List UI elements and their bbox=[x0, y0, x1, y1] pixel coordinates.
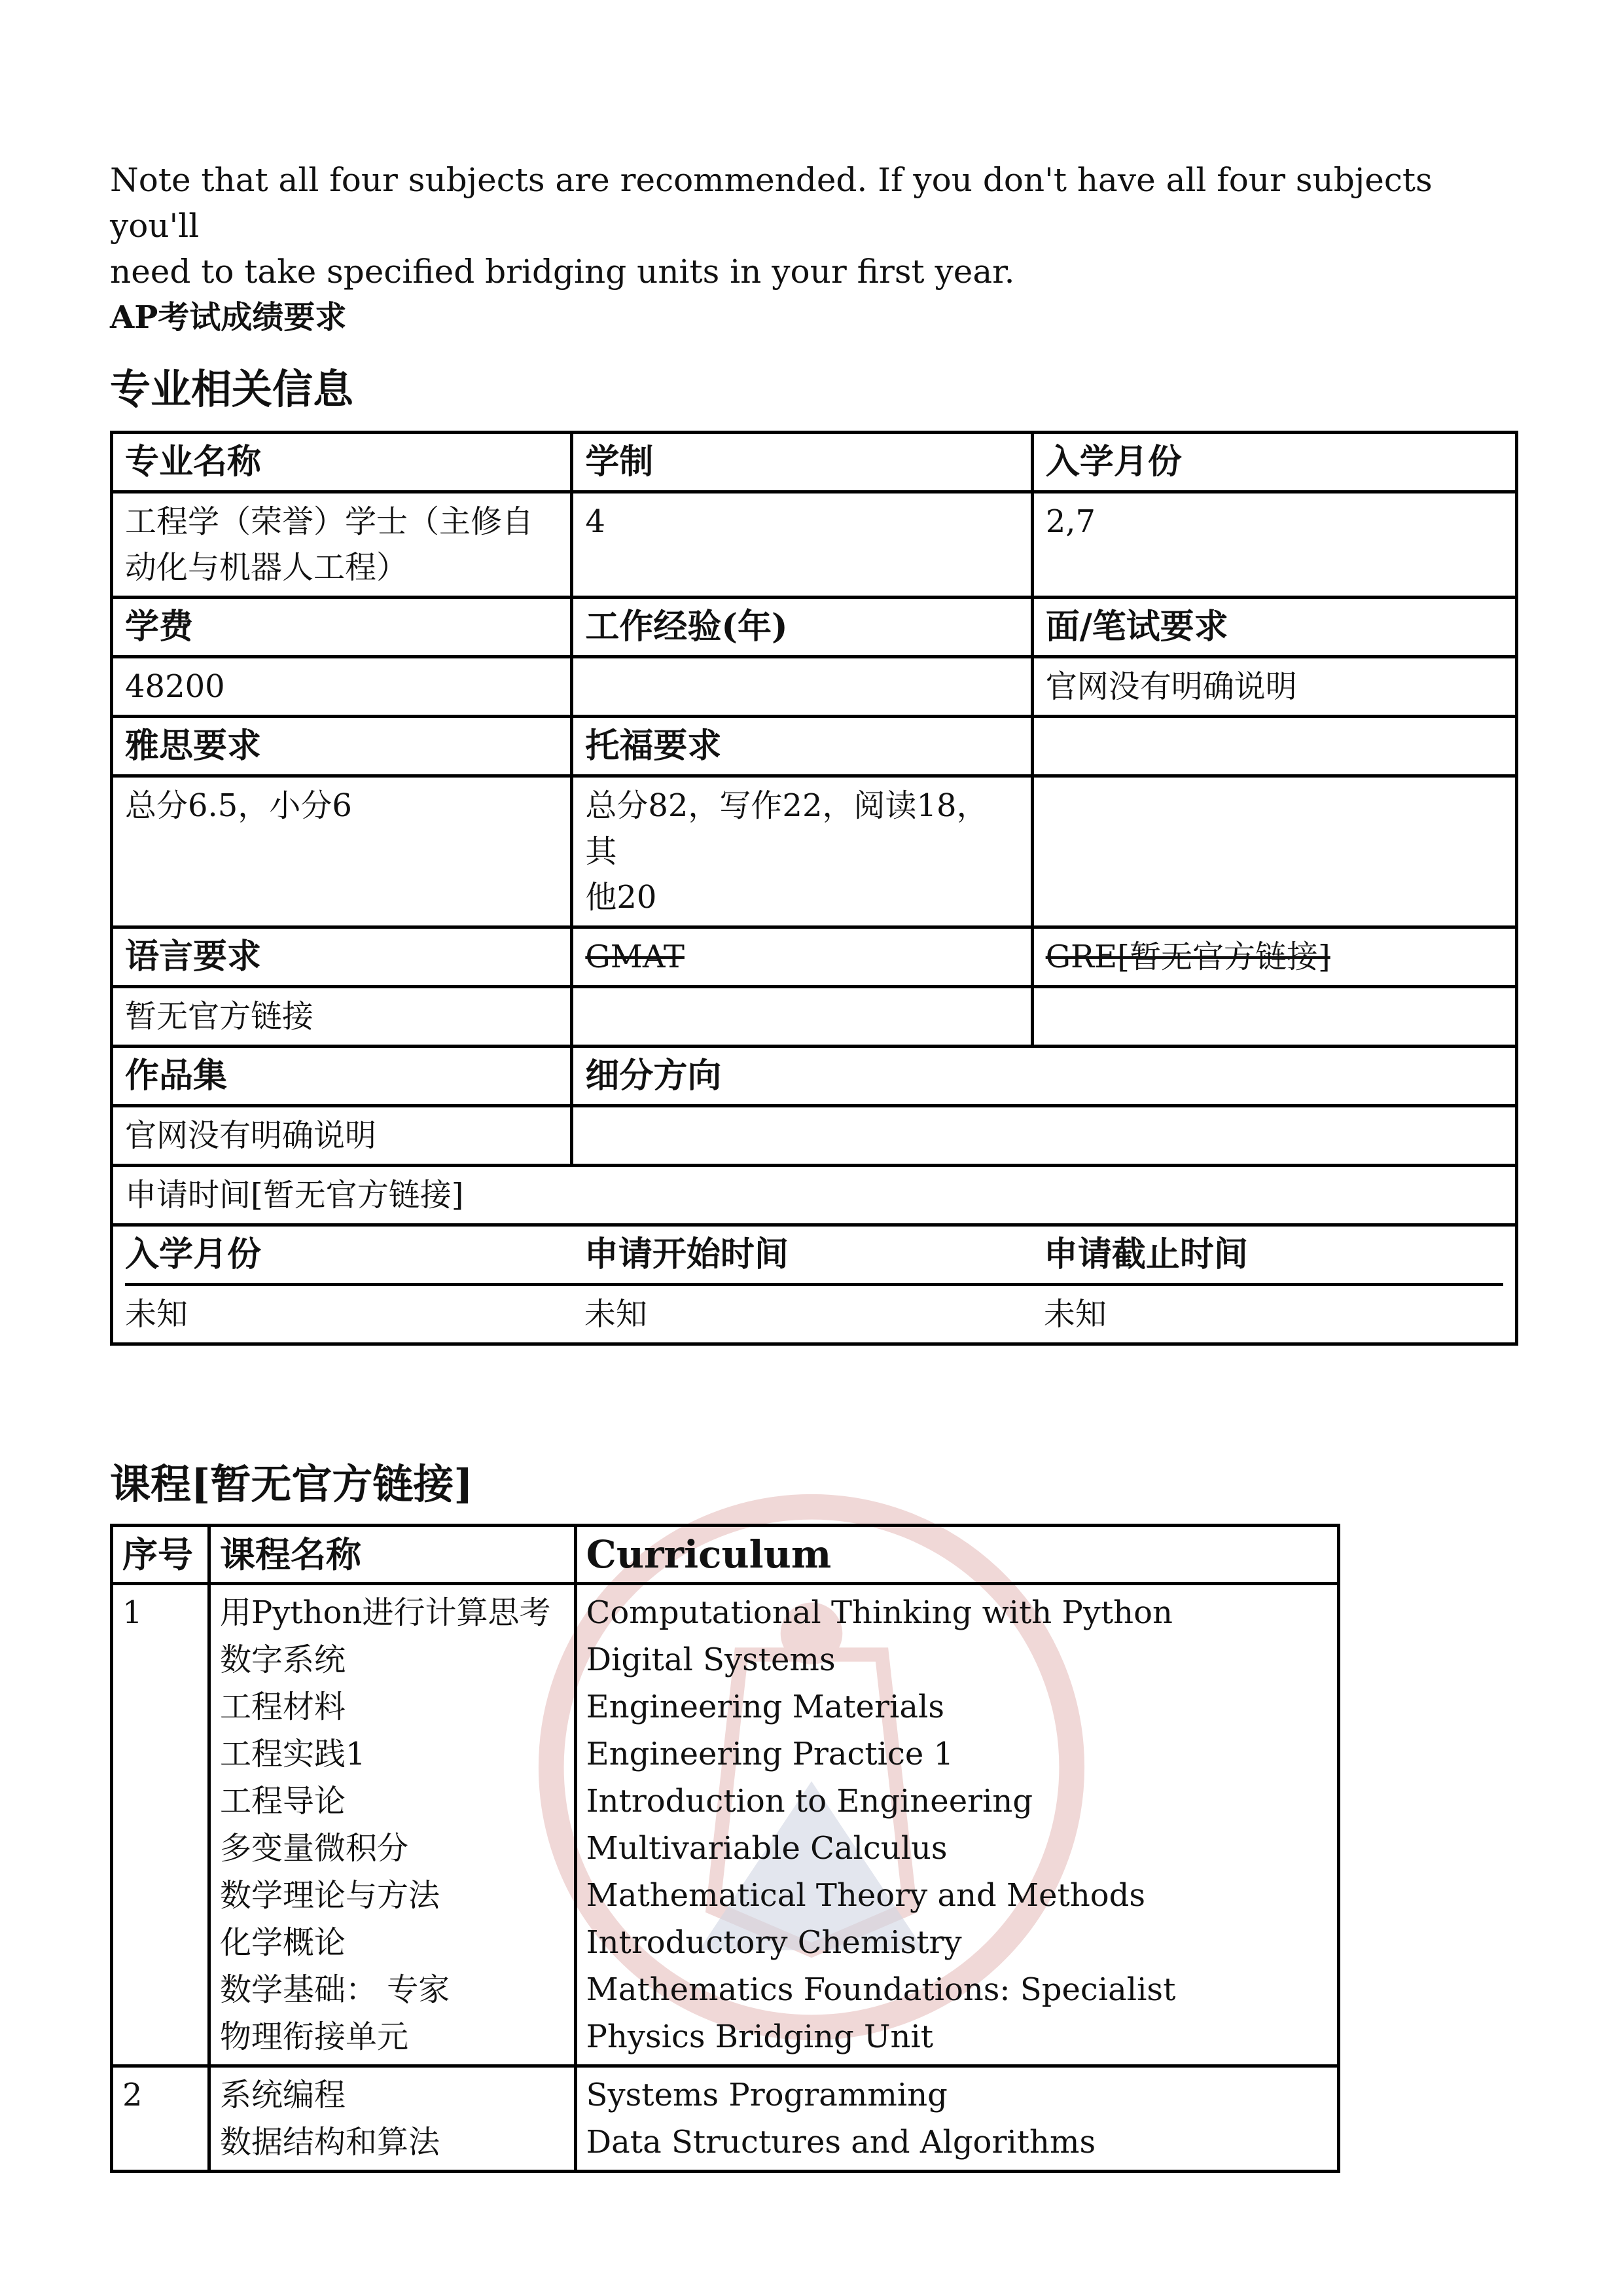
major-info-title: 专业相关信息 bbox=[110, 365, 354, 413]
curriculum-item: Digital Systems bbox=[586, 1641, 836, 1678]
application-header: 入学月份 bbox=[125, 1234, 262, 1274]
curriculum-item: Introduction to Engineering bbox=[586, 1783, 1033, 1820]
empty-cell bbox=[1032, 987, 1516, 1047]
label-duration: 学制 bbox=[572, 433, 1032, 492]
course-name: 化学概论 bbox=[220, 1924, 346, 1961]
curriculum-item: Mathematical Theory and Methods bbox=[586, 1877, 1146, 1914]
value-interview: 官网没有明确说明 bbox=[1032, 657, 1516, 717]
major-info-table bbox=[110, 431, 1518, 1346]
application-time-title: 申请时间[暂无官方链接] bbox=[112, 1166, 1517, 1225]
table-row bbox=[112, 2066, 1339, 2172]
course-name: 数据结构和算法 bbox=[220, 2124, 440, 2161]
course-names bbox=[209, 2066, 576, 2172]
course-name: 多变量微积分 bbox=[220, 1830, 409, 1867]
empty-cell bbox=[1032, 776, 1516, 927]
application-value: 未知 bbox=[125, 1296, 188, 1333]
value-ielts: 总分6.5，小分6 bbox=[112, 776, 572, 927]
application-time-block bbox=[112, 1225, 1517, 1344]
value-portfolio: 官网没有明确说明 bbox=[112, 1106, 572, 1166]
value-major-name bbox=[112, 492, 572, 598]
toefl-line: 总分82，写作22，阅读18，其 bbox=[585, 787, 988, 870]
curriculum-item: Introductory Chemistry bbox=[586, 1924, 962, 1961]
course-index: 1 bbox=[112, 1584, 209, 2066]
course-names bbox=[209, 1584, 576, 2066]
course-section-title: 课程[暂无官方链接] bbox=[110, 1460, 473, 1508]
label-toefl: 托福要求 bbox=[572, 717, 1032, 776]
course-name: 数学理论与方法 bbox=[220, 1877, 440, 1914]
curriculum-item: Engineering Materials bbox=[586, 1689, 944, 1725]
toefl-line: 他20 bbox=[585, 879, 657, 916]
course-table bbox=[110, 1524, 1340, 2173]
curriculum-item: Engineering Practice 1 bbox=[586, 1736, 954, 1772]
value-language: 暂无官方链接 bbox=[112, 987, 572, 1047]
curriculum-item: Data Structures and Algorithms bbox=[586, 2124, 1096, 2161]
course-curriculum bbox=[575, 1584, 1338, 2066]
label-language: 语言要求 bbox=[112, 927, 572, 987]
value-intake: 2,7 bbox=[1032, 492, 1516, 598]
label-tuition: 学费 bbox=[112, 598, 572, 657]
label-gmat: GMAT bbox=[572, 927, 1032, 987]
major-name-line: 工程学（荣誉）学士（主修自 bbox=[125, 503, 534, 540]
application-value: 未知 bbox=[584, 1296, 647, 1333]
curriculum-item: Systems Programming bbox=[586, 2077, 948, 2113]
curriculum-item: Mathematics Foundations: Specialist bbox=[586, 1971, 1176, 2008]
empty-cell bbox=[572, 987, 1032, 1047]
course-name: 用Python进行计算思考 bbox=[220, 1594, 551, 1631]
label-work-experience: 工作经验(年) bbox=[572, 598, 1032, 657]
curriculum-item: Computational Thinking with Python bbox=[586, 1594, 1173, 1631]
value-specialization bbox=[572, 1106, 1517, 1166]
application-header-row bbox=[125, 1232, 1503, 1286]
application-header: 申请截止时间 bbox=[1043, 1234, 1248, 1274]
course-curriculum bbox=[575, 2066, 1338, 2172]
ap-requirement-title: AP考试成绩要求 bbox=[110, 299, 347, 336]
course-header-name: 课程名称 bbox=[209, 1526, 576, 1584]
value-toefl bbox=[572, 776, 1032, 927]
application-value: 未知 bbox=[1043, 1296, 1107, 1333]
course-name: 系统编程 bbox=[220, 2077, 346, 2113]
application-header: 申请开始时间 bbox=[584, 1234, 789, 1274]
curriculum-item: Physics Bridging Unit bbox=[586, 2018, 934, 2055]
course-name: 数字系统 bbox=[220, 1641, 346, 1678]
value-duration: 4 bbox=[572, 492, 1032, 598]
course-name: 工程实践1 bbox=[220, 1736, 366, 1772]
label-intake: 入学月份 bbox=[1032, 433, 1516, 492]
major-name-line: 动化与机器人工程） bbox=[125, 549, 408, 586]
curriculum-item: Multivariable Calculus bbox=[586, 1830, 948, 1867]
course-header-curriculum: Curriculum bbox=[575, 1526, 1338, 1584]
course-index: 2 bbox=[112, 2066, 209, 2172]
course-name: 工程材料 bbox=[220, 1689, 346, 1725]
intro-line: need to take specified bridging units in your first year. bbox=[110, 253, 1015, 291]
course-name: 工程导论 bbox=[220, 1783, 346, 1820]
course-name: 物理衔接单元 bbox=[220, 2018, 409, 2055]
application-value-row bbox=[125, 1286, 1503, 1337]
label-gre: GRE[暂无官方链接] bbox=[1032, 927, 1516, 987]
empty-cell bbox=[1032, 717, 1516, 776]
label-specialization: 细分方向 bbox=[572, 1047, 1517, 1106]
course-name: 数学基础： 专家 bbox=[220, 1971, 450, 2008]
course-header-index: 序号 bbox=[112, 1526, 209, 1584]
intro-line: Note that all four subjects are recommended. If you don't have all four subjects you'll bbox=[110, 161, 1433, 245]
value-work-experience bbox=[572, 657, 1032, 717]
intro-block bbox=[110, 157, 1510, 340]
label-ielts: 雅思要求 bbox=[112, 717, 572, 776]
table-row bbox=[112, 1584, 1339, 2066]
value-tuition: 48200 bbox=[112, 657, 572, 717]
label-major-name: 专业名称 bbox=[112, 433, 572, 492]
label-portfolio: 作品集 bbox=[112, 1047, 572, 1106]
label-interview: 面/笔试要求 bbox=[1032, 598, 1516, 657]
